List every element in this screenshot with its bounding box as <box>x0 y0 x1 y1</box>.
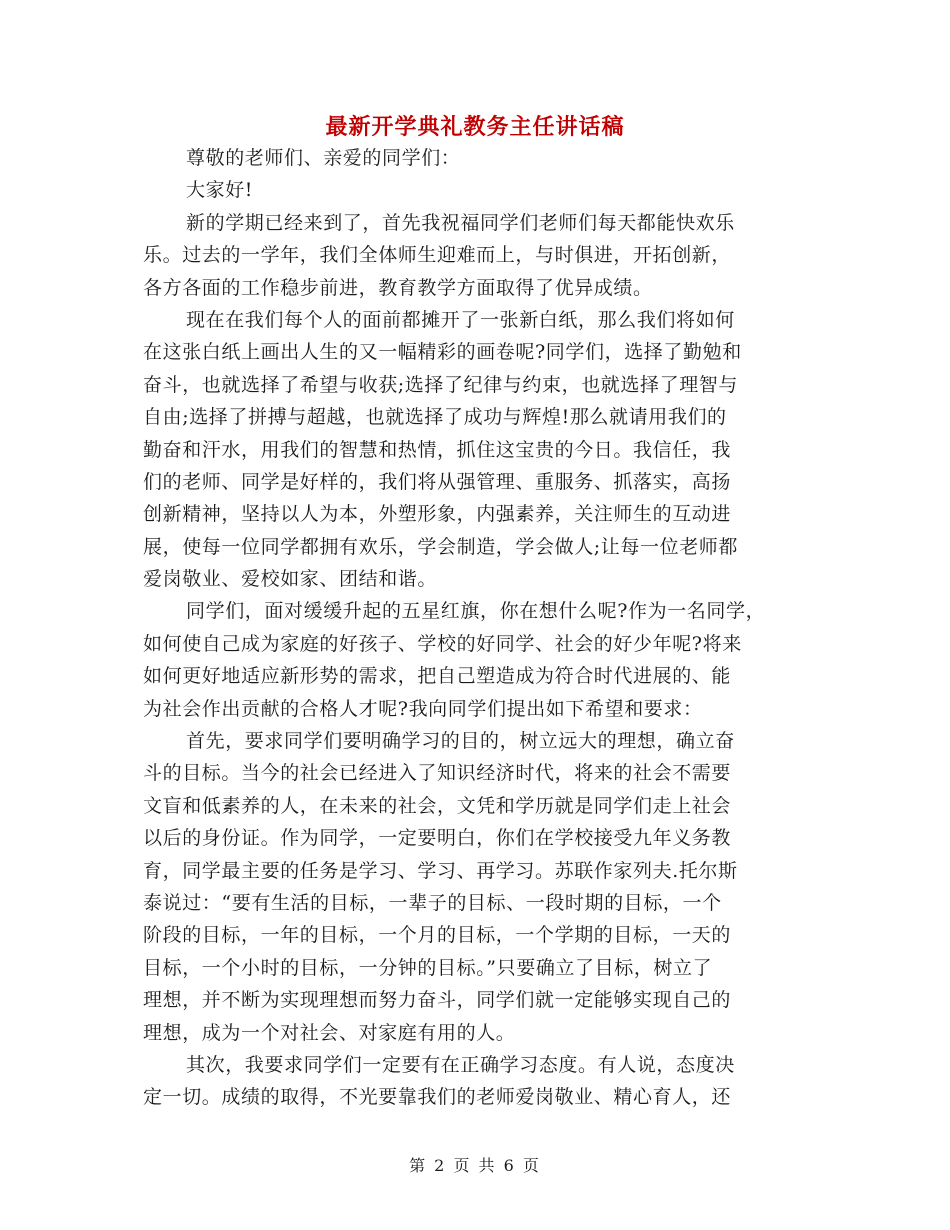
text-line: 其次，我要求同学们一定要有在正确学习态度。有人说，态度决 <box>186 1053 735 1076</box>
page-footer: 第 2 页 共 6 页 <box>409 1156 541 1175</box>
text-line: 首先，要求同学们要明确学习的目的，树立远大的理想，确立奋 <box>186 730 735 753</box>
text-line: 文盲和低素养的人，在未来的社会，文凭和学历就是同学们走上社会 <box>143 794 732 817</box>
text-line: 目标，一个小时的目标，一分钟的目标。”只要确立了目标，树立了 <box>143 956 713 979</box>
text-line: 定一切。成绩的取得，不光要靠我们的老师爱岗敬业、精心育人，还 <box>143 1086 732 1109</box>
document-title: 最新开学典礼教务主任讲话稿 <box>325 114 625 140</box>
text-line: 如何使自己成为家庭的好孩子、学校的好同学、社会的好少年呢?将来 <box>143 632 742 655</box>
text-line: 奋斗，也就选择了希望与收获;选择了纪律与约束，也就选择了理智与 <box>143 373 739 396</box>
document-body <box>143 142 813 1114</box>
text-line: 勤奋和汗水，用我们的智慧和热情，抓住这宝贵的今日。我信任，我 <box>143 438 732 461</box>
text-line: 尊敬的老师们、亲爱的同学们： <box>186 147 461 169</box>
text-line: 理想，并不断为实现理想而努力奋斗，同学们就一定能够实现自己的 <box>143 989 732 1012</box>
text-line: 斗的目标。当今的社会已经进入了知识经济时代，将来的社会不需要 <box>143 762 732 785</box>
text-line: 乐。过去的一学年，我们全体师生迎难而上，与时俱进，开拓创新， <box>143 244 732 267</box>
text-line: 创新精神，坚持以人为本，外塑形象，内强素养，关注师生的互动进 <box>143 503 732 526</box>
text-line: 为社会作出贡献的合格人才呢?我向同学们提出如下希望和要求： <box>143 697 703 720</box>
text-line: 以后的身份证。作为同学，一定要明白，你们在学校接受九年义务教 <box>143 827 732 850</box>
text-line: 同学们，面对缓缓升起的五星红旗，你在想什么呢?作为一名同学， <box>186 600 766 623</box>
text-line: 各方各面的工作稳步前进，教育教学方面取得了优异成绩。 <box>143 276 653 299</box>
text-line: 阶段的目标，一年的目标，一个月的目标，一个学期的目标，一天的 <box>143 924 732 947</box>
text-line: 如何更好地适应新形势的需求，把自己塑造成为符合时代进展的、能 <box>143 665 732 688</box>
text-line: 新的学期已经来到了，首先我祝福同学们老师们每天都能快欢乐 <box>186 211 735 234</box>
text-line: 理想，成为一个对社会、对家庭有用的人。 <box>143 1021 516 1044</box>
text-line: 们的老师、同学是好样的，我们将从强管理、重服务、抓落实，高扬 <box>143 470 732 493</box>
text-line: 泰说过：“要有生活的目标，一辈子的目标、一段时期的目标，一个 <box>143 891 722 914</box>
text-line: 育，同学最主要的任务是学习、学习、再学习。苏联作家列夫.托尔斯 <box>143 859 738 882</box>
text-line: 大家好! <box>186 179 254 202</box>
text-line: 自由;选择了拼搏与超越，也就选择了成功与辉煌!那么就请用我们的 <box>143 406 727 429</box>
text-line: 展，使每一位同学都拥有欢乐，学会制造，学会做人;让每一位老师都 <box>143 535 739 558</box>
text-line: 现在在我们每个人的面前都摊开了一张新白纸，那么我们将如何 <box>186 308 735 331</box>
text-line: 爱岗敬业、爱校如家、团结和谐。 <box>143 568 438 591</box>
text-line: 在这张白纸上画出人生的又一幅精彩的画卷呢?同学们，选择了勤勉和 <box>143 341 742 364</box>
